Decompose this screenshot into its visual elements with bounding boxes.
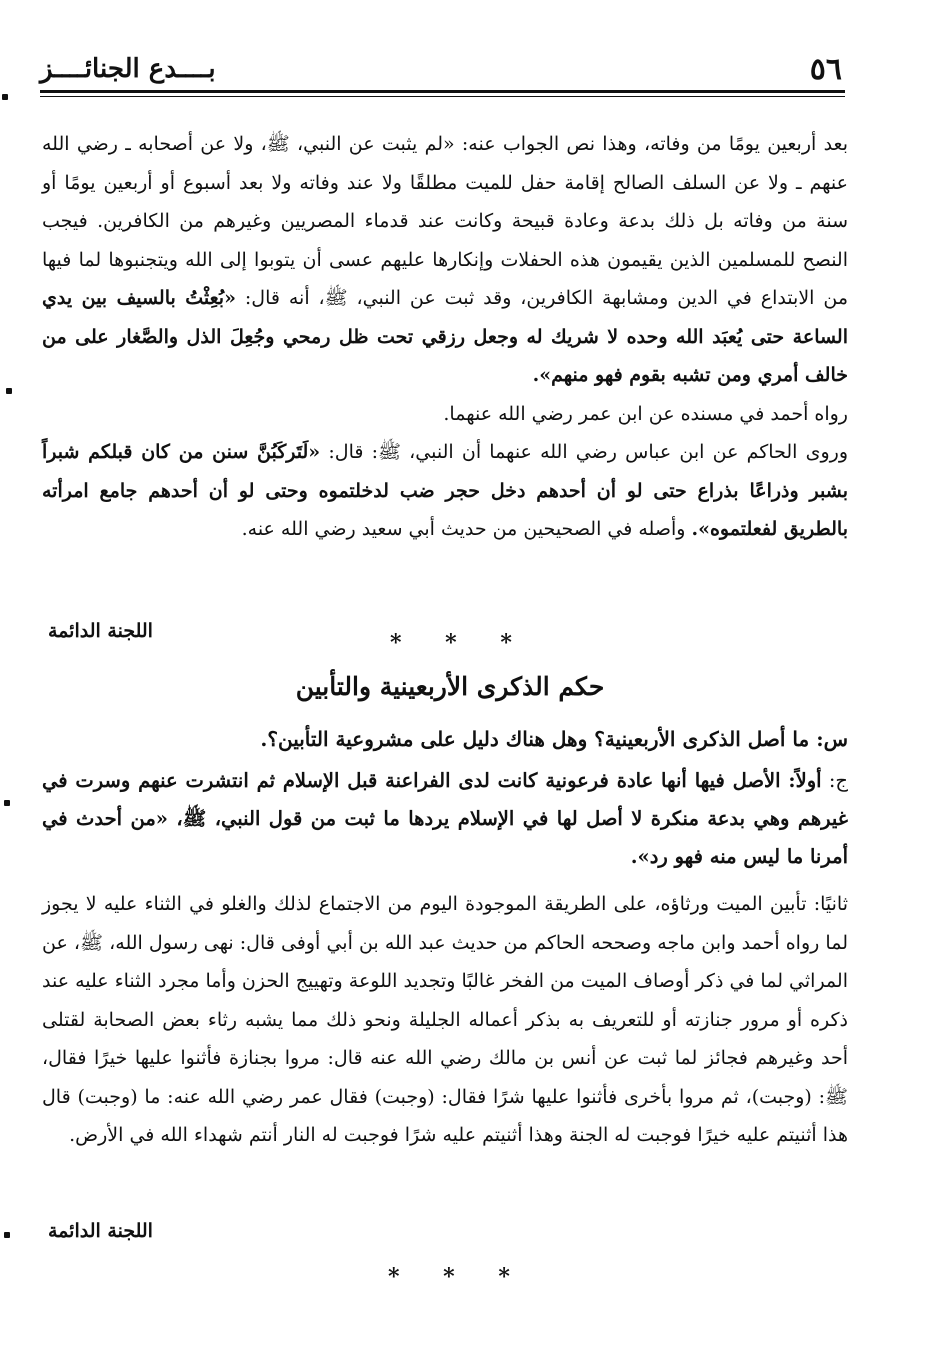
section-separator: * * * [388,1264,528,1290]
paragraph: وروى الحاكم عن ابن عباس رضي الله عنهما أن النبي، ﷺ: قال: [328,441,848,463]
answer-prefix: ج: [828,769,849,792]
page-header [40,50,842,90]
question: س: ما أصل الذكرى الأربعينية؟ وهل هناك دليل على مشروعية التأبين؟. [260,727,848,751]
signature-committee: اللجنة الدائمة [48,1220,153,1242]
page-number: ٥٦ [809,52,842,87]
paragraph: بعد أربعين يومًا من وفاته، وهذا نص الجواب عنه: «لم يثبت عن النبي، ﷺ، ولا عن أصحابه ـ رضي الله عنهم ـ ولا عن السلف الصالح إقامة حفل للميت مطلقًا ولا عند وفاته ولا بعد أسبوع أو أربعين يومًا أو سنة من وفاته بل ذلك بدعة وعادة قبيحة وكانت عند قدماء المصريين وغيرهم من الكافرين. فيجب النصح للمسلمين الذين يقيمون هذه الحفلات وإنكارها عليهم عسى أن يتوبوا إلى الله ويتجنبوها لما فيها من الابتداع في الدين ومشابهة الكافرين، وقد ثبت عن النبي، ﷺ، أنه قال: [42,133,848,309]
answer [42,762,848,876]
scan-mark [2,94,8,100]
signature-committee: اللجنة الدائمة [48,620,153,642]
section-title: حكم الذكرى الأربعينية والتأبين [295,672,605,701]
answer-first-point: أولاً: الأصل فيها أنها عادة فرعونية كانت لدى الفراعنة قبل الإسلام ثم انتشرت عنهم وسرت في غيرهم وهي بدعة منكرة لا أصل لها في الإسلام يردها ما ثبت من قول النبي، ﷺ، «من أحدث في أمرنا ما ليس منه فهو رد». [42,769,848,868]
hadith-quote: «لَتَركَبُنَّ سنن من كان قبلكم شبراً بشبر وذراعًا بذراع حتى لو أن أحدهم دخل حجر ضب لدخلتموه وحتى لو أن أحدهم جامع امرأته بالطريق لفعلتموه». [42,441,848,540]
paragraph: رواه أحمد في مسنده عن ابن عمر رضي الله عنهما. [443,402,848,425]
section-separator: * * * [390,630,530,656]
answer-second-point: ثانيًا: تأبين الميت ورثاؤه، على الطريقة الموجودة اليوم من الاجتماع لذلك والغلو في الثناء عليه لا يجوز لما رواه أحمد وابن ماجه وصححه الحاكم من حديث عبد الله بن أبي أوفى قال: نهى رسول الله، ﷺ، عن المراثي لما في ذكر أوصاف الميت من الفخر غالبًا وتجديد اللوعة وتهييج الحزن وأما مجرد الثناء عليه عند ذكره أو مرور جنازته أو للتعريف به بذكر أعماله الجليلة ونحو ذلك مما يشبه رثاء بعض الصحابة لقتلى أحد وغيرهم فجائز لما ثبت عن أنس بن مالك رضي الله عنه قال: مروا بجنازة فأثنوا عليها خيرًا فقال، ﷺ: (وجبت)، ثم مروا بأخرى فأثنوا عليها شرًا فقال: (وجبت) فقال عمر رضي الله عنه: ما (وجبت) قال هذا أثنيتم عليه خيرًا فوجبت له الجنة وهذا أثنيتم عليه شرًا فوجبت له النار أنتم شهداء الله في الأرض. [42,893,848,1146]
scan-mark [4,800,10,806]
fatwa-text-1 [42,125,848,549]
header-rule-thick [40,90,845,93]
paragraph: وأصله في الصحيحين من حديث أبي سعيد رضي الله عنه. [241,518,686,540]
scan-mark [4,1232,10,1238]
scan-mark [6,388,12,394]
header-rule-thin [40,96,845,97]
book-title: بــــدع الجنائــــز [40,54,216,84]
hadith-quote: «بُعِثْتُ بالسيف بين يدي الساعة حتى يُعبَد الله وحده لا شريك له وجعل رزقي تحت ظل رمحي وجُعِلَ الذل والصَّغار على من خالف أمري ومن تشبه بقوم فهو منهم». [42,287,849,386]
